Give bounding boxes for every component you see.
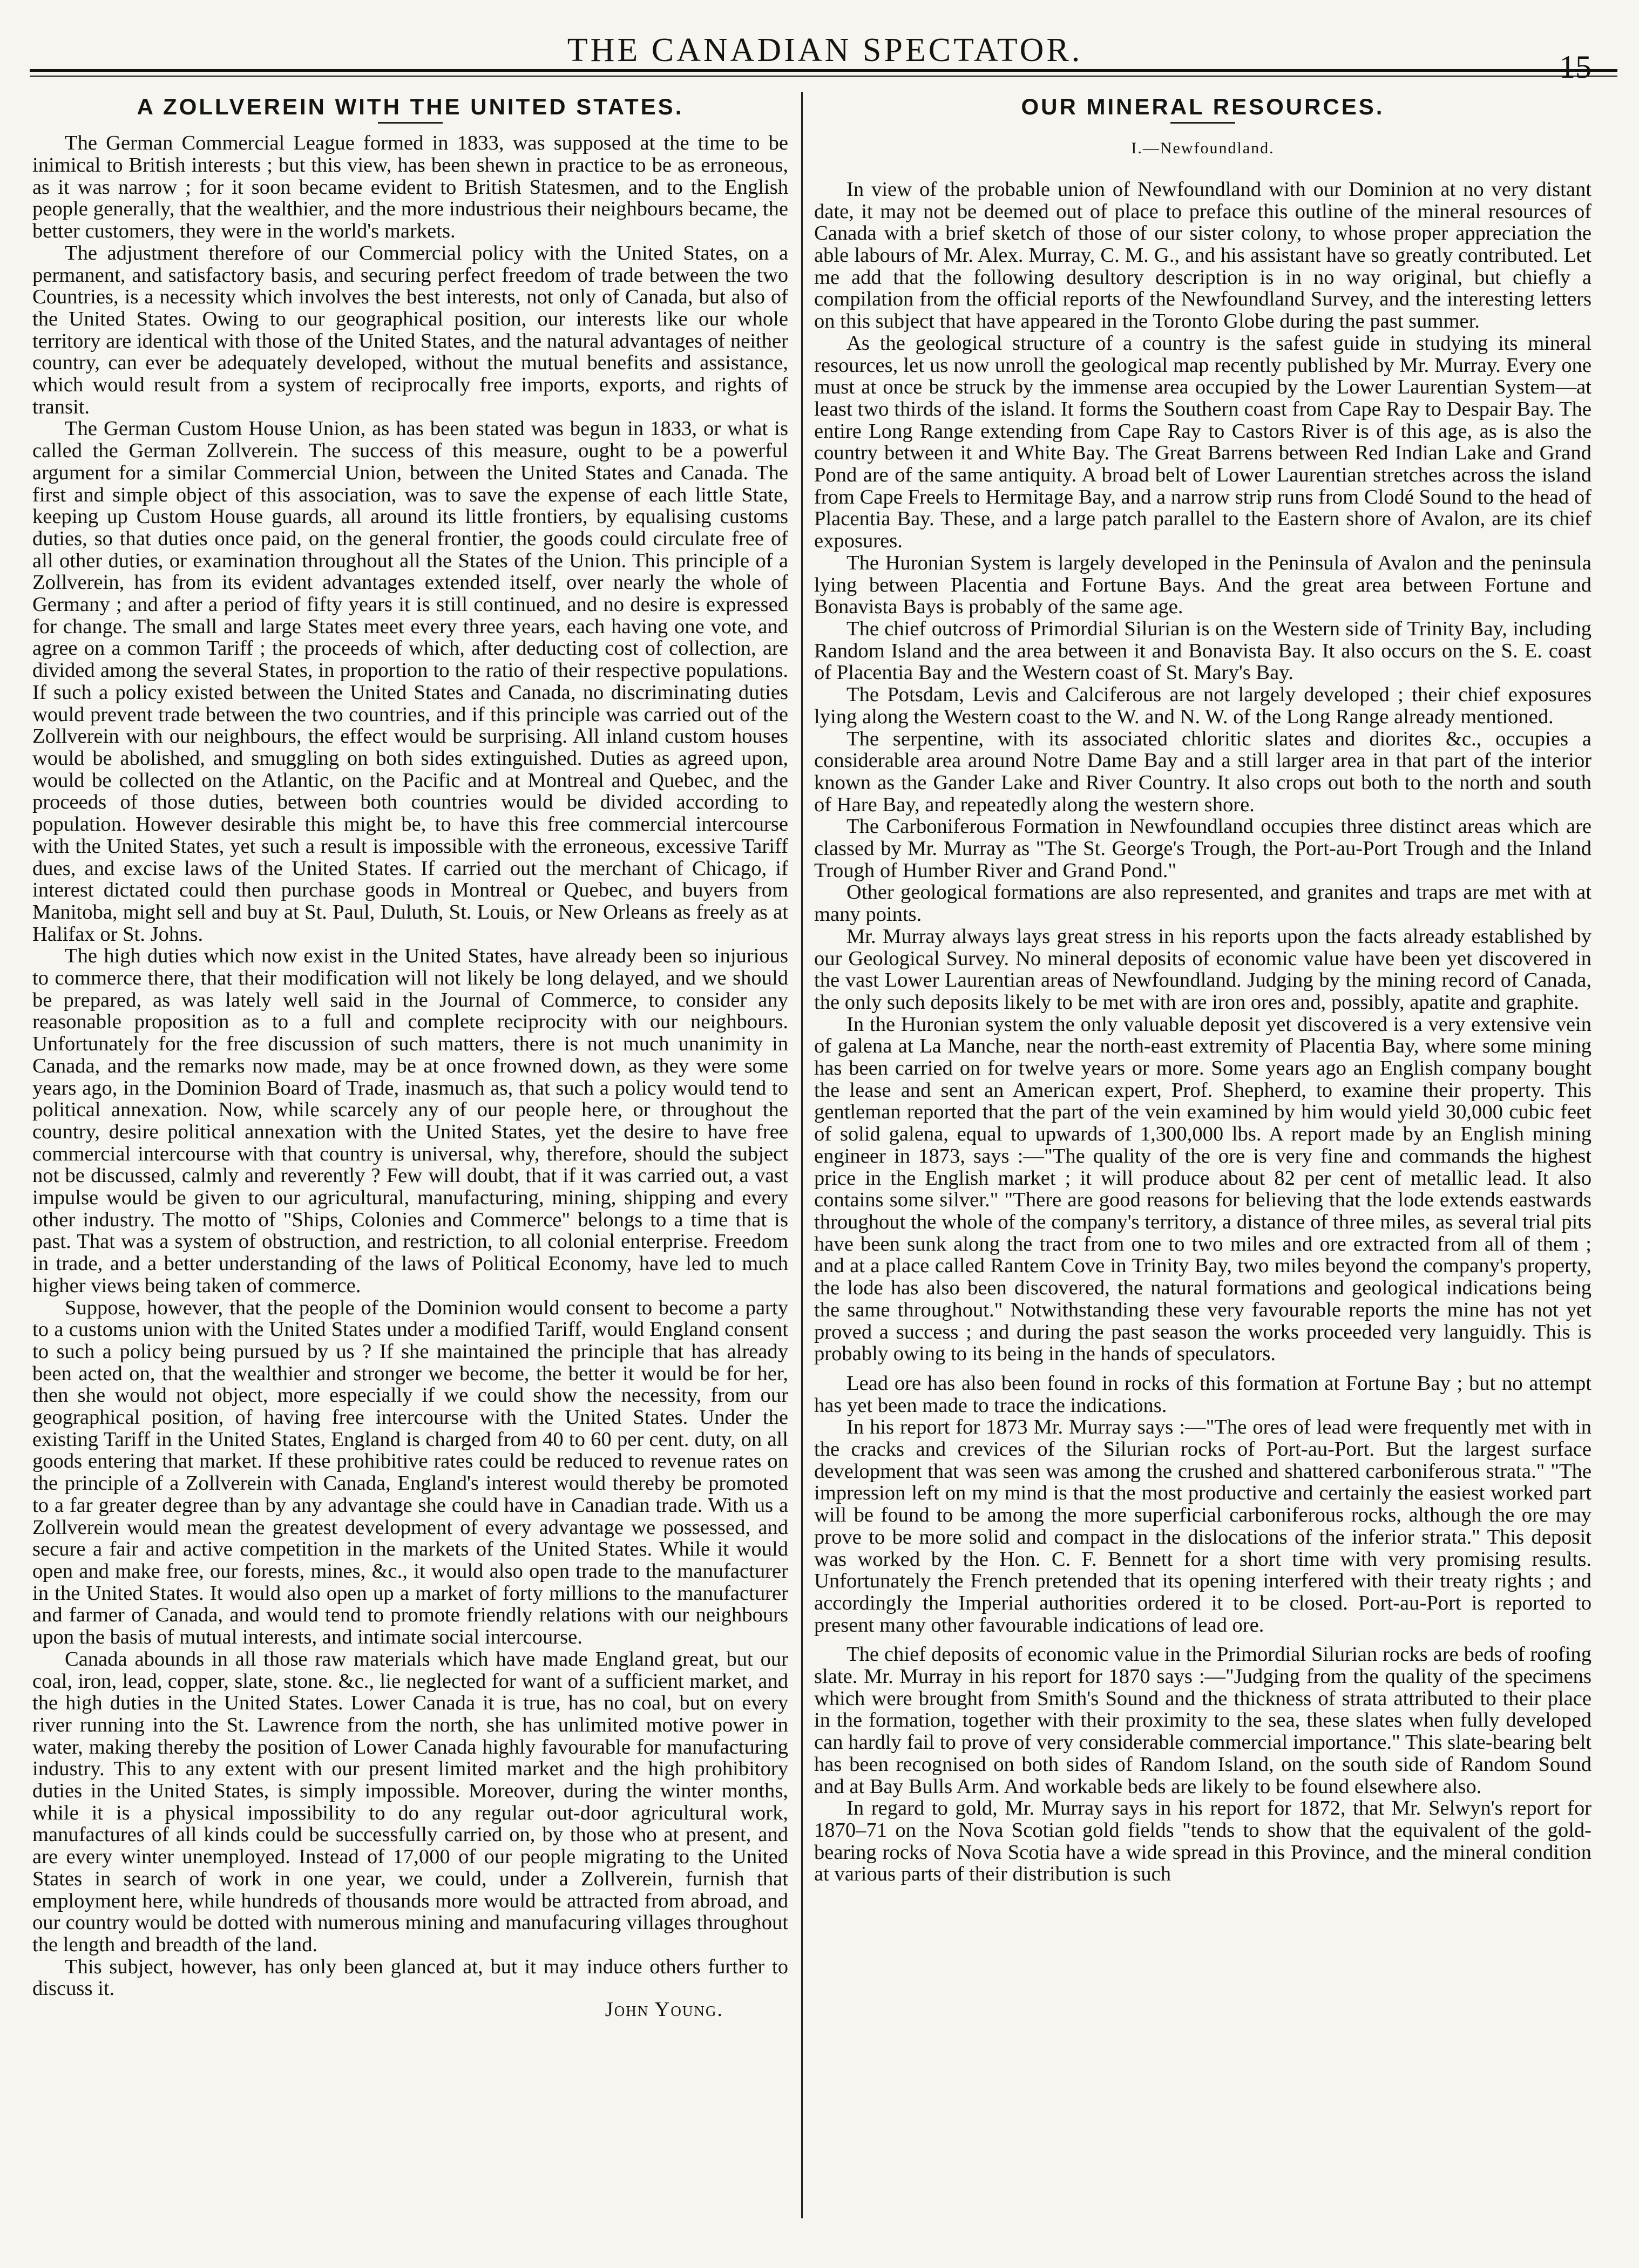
right-paragraph: Other geological formations are also represented, and granites and traps are met with at many points. <box>814 881 1591 926</box>
left-paragraph: The German Commercial League formed in 1833, was supposed at the time to be inimical to British interests ; but this view, has been shewn in practice to be as erroneous, as it was narrow ; for it soon became evident to British Statesmen, and to the English people generally, that the wealthier, and the more industrious their neighbours became, the better customers, they were in the world's markets. <box>32 132 788 243</box>
left-paragraph: The German Custom House Union, as has been stated was begun in 1833, or what is called the German Zollverein. The success of this measure, ought to be a powerful argument for a similar Commercial Union, between the United States and Canada. The first and simple object of this association, was to save the expense of each little State, keeping up Custom House guards, all around its little frontiers, by equalising customs duties, so that duties once paid, on the general frontier, the goods could circulate free of all other duties, or examination throughout all the States of the Union. This principle of a Zollverein, has from its evident advantages extended itself, over nearly the whole of Germany ; and after a period of fifty years it is still continued, and no desire is expressed for change. The small and large States meet every three years, each having one vote, and agree on a common Tariff ; the proceeds of which, after deducting cost of collection, are divided among the several States, in proportion to the ratio of their respective populations. If such a policy existed between the United States and Canada, no discriminating duties would prevent trade between the two countries, and if this principle was carried out of the Zollverein with our neighbours, the effect would be surprising. All inland custom houses would be abolished, and smuggling on both sides extinguished. Duties as agreed upon, would be collected on the Atlantic, on the Pacific and at Montreal and Quebec, and the proceeds of those duties, between both countries would be divided according to population. However desirable this might be, to have this free commercial intercourse with the United States, yet such a result is impossible with the erroneous, excessive Tariff dues, and excise laws of the United States. If carried out the merchant of Chicago, if interest dictated could then purchase goods in Montreal or Quebec, and buyers from Manitoba, might sell and buy at St. Paul, Duluth, St. Louis, or New Orleans as freely as at Halifax or St. Johns. <box>32 417 788 946</box>
page-number: 15 <box>1559 49 1591 85</box>
left-article-headline: A ZOLLVEREIN WITH THE UNITED STATES. <box>137 94 684 119</box>
left-column <box>32 90 788 2227</box>
right-column <box>814 90 1591 2227</box>
masthead-rule-thin <box>30 76 1617 77</box>
right-paragraph: In the Huronian system the only valuable deposit yet discovered is a very extensive vein of galena at La Manche, near the north-east extremity of Placentia Bay, where some mining has been carried on for twelve years or more. Some years ago an English company bought the lease and sent an American expert, Prof. Shepherd, to examine their property. This gentleman reported that the part of the vein examined by him would yield 30,000 cubic feet of solid galena, equal to upwards of 1,300,000 lbs. A report made by an English mining engineer in 1873, says :—"The quality of the ore is very fine and commands the highest price in the English market ; it will produce about 82 per cent of metallic lead. It also contains some silver." "There are good reasons for believing that the lode extends eastwards throughout the whole of the company's territory, a distance of three miles, as several trial pits have been sunk along the tract from one to two miles and ore extracted from all of them ; and at a place called Rantem Cove in Trinity Bay, two miles beyond the company's property, the lode has also been discovered, the natural formations and geological indications being the same throughout." Notwithstanding these very favourable reports the mine has not yet proved a success ; and during the past season the works proceeded very languidly. This is probably owing to its being in the hands of speculators. <box>814 1013 1591 1366</box>
left-paragraph: The adjustment therefore of our Commercial policy with the United States, on a permanent, and satisfactory basis, and securing perfect freedom of trade between the two Countries, is a necessity which involves the best interests, not only of Canada, but also of the United States. Owing to our geographical position, our interests like our whole territory are identical with those of the United States, and the natural advantages of neither country, can ever be adequately developed, without the mutual benefits and assistance, which would result from a system of reciprocally free imports, exports, and rights of transit. <box>32 241 788 418</box>
left-paragraph: This subject, however, has only been glanced at, but it may induce others further to discuss it. <box>32 1955 788 2000</box>
right-paragraph: As the geological structure of a country is the safest guide in studying its mineral resources, let us now unroll the geological map recently published by Mr. Murray. Every one must at once be struck by the immense area occupied by the Lower Laurentian System—at least two thirds of the island. It forms the Southern coast from Cape Ray to Despair Bay. The entire Long Range extending from Cape Ray to Castors River is of this age, as is also the country between it and White Bay. The Great Barrens between Red Indian Lake and Grand Pond are of the same antiquity. A broad belt of Lower Laurentian stretches across the island from Cape Freels to Hermitage Bay, and a narrow strip runs from Clodé Sound to the head of Placentia Bay. These, and a large patch parallel to the Eastern shore of Avalon, are its chief exposures. <box>814 331 1591 553</box>
left-paragraph: Suppose, however, that the people of the Dominion would consent to become a party to a customs union with the United States under a modified Tariff, would England consent to such a policy being pursued by us ? If she maintained the principle that has already been acted on, that the wealthier and stronger we become, the better it would be for her, then she would not object, more especially if we could show the necessity, from our geographical position, of having free intercourse with the United States. Under the existing Tariff in the United States, England is charged from 40 to 60 per cent. duty, on all goods entering that market. If these prohibitive rates could be reduced to revenue rates on the principle of a Zollverein with Canada, England's interest would thereby be promoted to a far greater degree than by any advantage she could have in Canadian trade. With us a Zollverein would mean the greatest development of every advantage we possessed, and secure a fair and active competition in the markets of the United States. While it would open and make free, our forests, mines, &c., it would also open trade to the manufacturer in the United States. It would also open up a market of forty millions to the manufacturer and farmer of Canada, and would tend to promote friendly relations with our neighbours upon the basis of mutual interests, and intimate social intercourse. <box>32 1296 788 1649</box>
right-paragraph: Lead ore has also been found in rocks of this formation at Fortune Bay ; but no attempt has yet been made to trace the indications. <box>814 1371 1591 1417</box>
masthead-rule-thick <box>30 69 1617 72</box>
column-divider <box>801 92 803 2218</box>
right-paragraph: In regard to gold, Mr. Murray says in his report for 1872, that Mr. Selwyn's report for 1870–71 on the Nova Scotian gold fields "tends to show that the equivalent of the gold-bearing rocks of Nova Scotia have a wide spread in this Province, and the mineral condition at various parts of their distribution is such <box>814 1797 1591 1886</box>
right-article-headline: OUR MINERAL RESOURCES. <box>1021 94 1385 119</box>
headline-rule <box>378 122 443 124</box>
author-signature: John Young. <box>605 1998 723 2021</box>
publication-title: THE CANADIAN SPECTATOR. <box>567 32 1083 69</box>
section-heading: I.—Newfoundland. <box>1131 139 1275 158</box>
right-paragraph: Mr. Murray always lays great stress in his reports upon the facts already established by our Geological Survey. No mineral deposits of economic value have been yet discovered in the vast Lower Laurentian areas of Newfoundland. Judging by the mining record of Canada, the only such deposits likely to be met with are iron ores and, possibly, apatite and graphite. <box>814 925 1591 1014</box>
right-paragraph: The Carboniferous Formation in Newfoundland occupies three distinct areas which are classed by Mr. Murray as "The St. George's Trough, the Port-au-Port Trough and the Inland Trough of Humber River and Grand Pond." <box>814 815 1591 882</box>
left-paragraph: Canada abounds in all those raw materials which have made England great, but our coal, iron, lead, copper, slate, stone. &c., lie neglected for want of a sufficient market, and the high duties in the United States. Lower Canada it is true, has no coal, but on every river running into the St. Lawrence from the north, she has unlimited motive power in water, making thereby the position of Lower Canada highly favourable for manufacturing industry. This to any extent with our present limited market and the high prohibitory duties in the United States, is simply impossible. Moreover, during the winter months, while it is a physical impossibility to do any regular out-door agricultural work, manufactures of all kinds could be successfully carried on, by those who at present, and are every winter unemployed. Instead of 17,000 of our people migrating to the United States in search of work in one year, we could, under a Zollverein, furnish that employment here, while hundreds of thousands more would be attracted from abroad, and our country would be dotted with numerous mining and manufacuring villages throughout the length and breadth of the land. <box>32 1647 788 1956</box>
masthead <box>43 22 1607 86</box>
right-paragraph: The Potsdam, Levis and Calciferous are not largely developed ; their chief exposures lying along the Western coast to the W. and N. W. of the Long Range already mentioned. <box>814 683 1591 728</box>
left-paragraph: The high duties which now exist in the United States, have already been so injurious to commerce there, that their modification will not likely be long delayed, and we should be prepared, as was lately well said in the Journal of Commerce, to consider any reasonable proposition as to a full and complete reciprocity with our neighbours. Unfortunately for the free discussion of such matters, there is not much unanimity in Canada, and the remarks now made, may be at once frowned down, as they were some years ago, in the Dominion Board of Trade, inasmuch as, that such a policy would tend to political annexation. Now, while scarcely any of our people here, or throughout the country, desire political annexation with the United States, yet the desire to have free commercial intercourse with that country is universal, why, therefore, should the subject not be discussed, calmly and reverently ? Few will doubt, that if it was carried out, a vast impulse would be given to our agricultural, manufacturing, mining, shipping and every other industry. The motto of "Ships, Colonies and Commerce" belongs to a time that is past. That was a system of obstruction, and restriction, to all colonial enterprise. Freedom in trade, and a better understanding of the laws of Political Economy, have led to much higher views being taken of commerce. <box>32 945 788 1297</box>
right-paragraph: The Huronian System is largely developed in the Peninsula of Avalon and the peninsula lying between Placentia and Fortune Bays. And the great area between Fortune and Bonavista Bays is probably of the same age. <box>814 551 1591 619</box>
headline-rule <box>1170 122 1235 124</box>
right-paragraph: In view of the probable union of Newfoundland with our Dominion at no very distant date, it may not be deemed out of place to preface this outline of the mineral resources of Canada with a brief sketch of those of our sister colony, to whose proper appreciation the able labours of Mr. Alex. Murray, C. M. G., and his assistant have so greatly contributed. Let me add that the following desultory description is in no way original, but chiefly a compilation from the official reports of the Newfoundland Survey, and the interesting letters on this subject that have appeared in the Toronto Globe during the past summer. <box>814 178 1591 333</box>
right-paragraph: The chief outcross of Primordial Silurian is on the Western side of Trinity Bay, including Random Island and the area between it and Bonavista Bay. It also occurs on the S. E. coast of Placentia Bay and the Western coast of St. Mary's Bay. <box>814 617 1591 684</box>
right-paragraph: The serpentine, with its associated chloritic slates and diorites &c., occupies a considerable area around Notre Dame Bay and a still larger area in that part of the interior known as the Gander Lake and River Country. It also crops out both to the north and south of Hare Bay, and repeatedly along the western shore. <box>814 727 1591 816</box>
right-paragraph: The chief deposits of economic value in the Primordial Silurian rocks are beds of roofing slate. Mr. Murray in his report for 1870 says :—"Judging from the quality of the specimens which were brought from Smith's Sound and the thickness of strata attributed to their place in the formation, together with their proximity to the sea, these slates when fully developed can hardly fail to prove of very considerable commercial importance." This slate-bearing belt has been recognised on both sides of Random Island, on the south side of Random Sound and at Bay Bulls Arm. And workable beds are likely to be found elsewhere also. <box>814 1643 1591 1798</box>
right-paragraph: In his report for 1873 Mr. Murray says :—"The ores of lead were frequently met with in the cracks and crevices of the Silurian rocks of Port-au-Port. But the largest surface development that was seen was among the crushed and shattered carboniferous strata." "The impression left on my mind is that the most productive and certainly the easiest worked part will be found to be among the more superficial carboniferous rocks, although the ore may prove to be more solid and compact in the dislocations of the inferior strata." This deposit was worked by the Hon. C. F. Bennett for a short time with very promising results. Unfortunately the French pretended that its opening interfered with their treaty rights ; and accordingly the Imperial authorities ordered it to be closed. Port-au-Port is reported to present many other favourable indications of lead ore. <box>814 1416 1591 1637</box>
